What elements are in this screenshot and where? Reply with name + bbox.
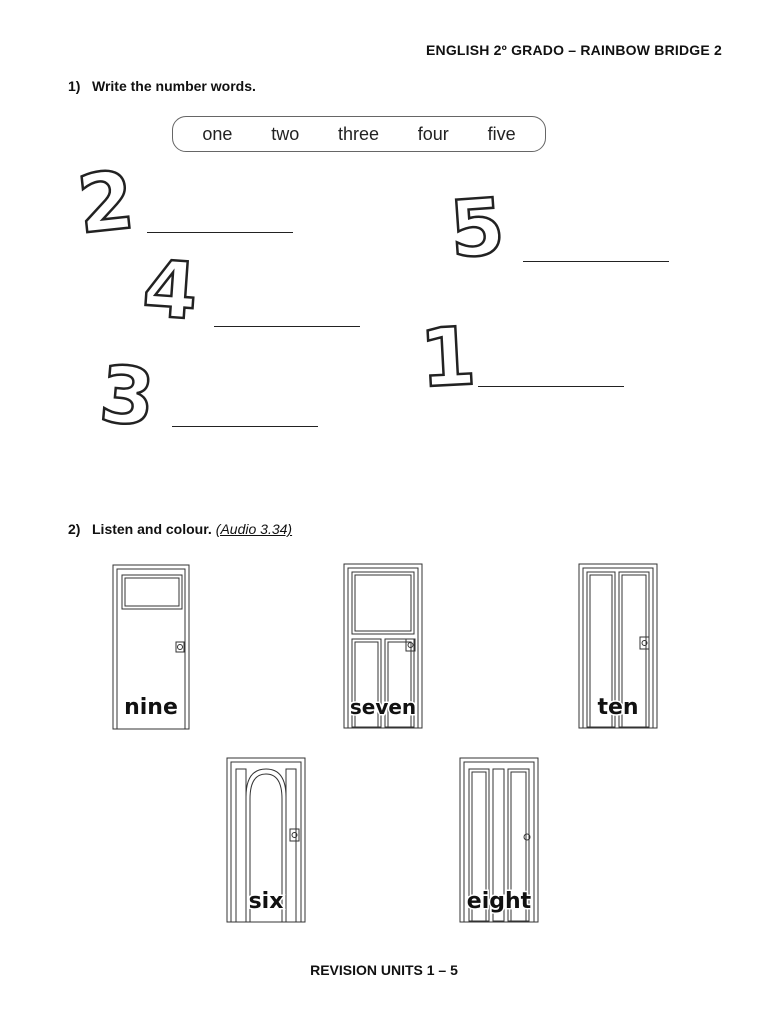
door-ten[interactable]: [578, 563, 658, 729]
answer-line[interactable]: [523, 261, 669, 262]
answer-line[interactable]: [172, 426, 318, 427]
word-bank: [172, 116, 546, 152]
word-bank-item: five: [487, 123, 516, 144]
audio-reference: (Audio 3.34): [215, 521, 293, 537]
door-label: seven: [349, 695, 417, 719]
answer-line[interactable]: [214, 326, 360, 327]
worksheet-footer: REVISION UNITS 1 – 5: [310, 962, 458, 978]
question-2-instruction: Listen and colour.: [92, 521, 212, 537]
door-six[interactable]: [226, 757, 306, 923]
question-2-heading: [68, 521, 292, 537]
door-seven[interactable]: [343, 563, 423, 729]
door-label: ten: [597, 695, 639, 720]
numeral-four: 4: [139, 244, 201, 338]
door-label: six: [248, 889, 284, 914]
word-bank-item: three: [337, 123, 379, 144]
numeral-five: 5: [446, 182, 508, 276]
door-nine[interactable]: [112, 564, 190, 730]
numeral-one: 1: [417, 309, 479, 406]
question-1-instruction: Write the number words.: [92, 78, 256, 94]
word-bank-item: four: [417, 123, 449, 144]
question-2-number: 2): [68, 521, 81, 537]
answer-line[interactable]: [478, 386, 624, 387]
numeral-three: 3: [96, 349, 159, 445]
word-bank-item: two: [271, 123, 300, 144]
door-eight[interactable]: [459, 757, 539, 923]
door-label: eight: [466, 889, 532, 914]
question-1-number: 1): [68, 78, 81, 94]
answer-line[interactable]: [147, 232, 293, 233]
door-label: nine: [124, 695, 178, 720]
word-bank-item: one: [202, 123, 233, 144]
worksheet-header: ENGLISH 2º GRADO – RAINBOW BRIDGE 2: [425, 42, 722, 58]
numeral-two: 2: [73, 153, 139, 252]
question-1-heading: [68, 78, 256, 94]
